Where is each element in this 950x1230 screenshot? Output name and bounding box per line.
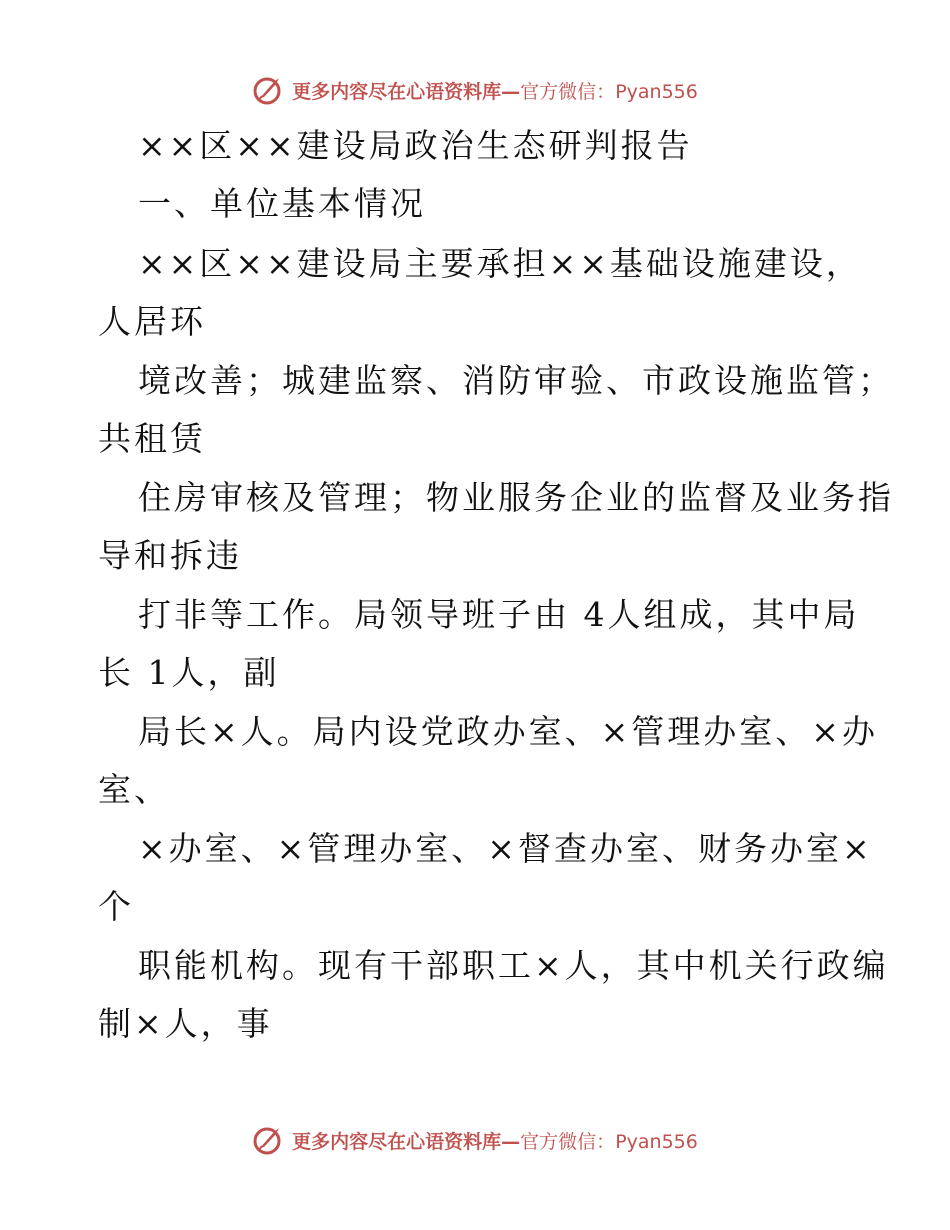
paragraph-line: 打非等工作。局领导班子由 4人组成，其中局 bbox=[138, 595, 860, 634]
paragraph-line: 导和拆违 bbox=[98, 536, 242, 575]
banner-text: 更多内容尽在心语资料库—官方微信：Pyan556 bbox=[292, 80, 698, 103]
paragraph-line: 境改善；城建监察、消防审验、市政设施监管； bbox=[138, 361, 894, 400]
paragraph-line: ×办室、×管理办室、×督查办室、财务办室× bbox=[138, 829, 873, 868]
paragraph-line: 职能机构。现有干部职工×人，其中机关行政编 bbox=[138, 946, 889, 985]
paragraph-line: 共租赁 bbox=[98, 419, 206, 458]
footer-banner bbox=[0, 1122, 950, 1158]
doc-title: ××区××建设局政治生态研判报告 bbox=[138, 126, 693, 165]
paragraph-line: 个 bbox=[98, 887, 134, 926]
quill-logo-icon bbox=[252, 74, 284, 106]
quill-logo-icon bbox=[252, 1124, 284, 1156]
paragraph-line: 住房审核及管理；物业服务企业的监督及业务指 bbox=[138, 478, 894, 517]
paragraph-line: 人居环 bbox=[98, 302, 206, 341]
paragraph-line: 室、 bbox=[98, 770, 170, 809]
banner-text: 更多内容尽在心语资料库—官方微信：Pyan556 bbox=[292, 1130, 698, 1153]
wechat-id: Pyan556 bbox=[615, 80, 698, 103]
wechat-id: Pyan556 bbox=[615, 1130, 698, 1153]
section-heading: 一、单位基本情况 bbox=[138, 184, 426, 223]
paragraph-line: 制×人，事 bbox=[98, 1004, 273, 1043]
paragraph-line: 局长×人。局内设党政办室、×管理办室、×办 bbox=[138, 712, 878, 751]
header-banner bbox=[0, 72, 950, 108]
paragraph-line: ××区××建设局主要承担××基础设施建设， bbox=[138, 244, 862, 283]
paragraph-line: 长 1人，副 bbox=[98, 653, 280, 692]
